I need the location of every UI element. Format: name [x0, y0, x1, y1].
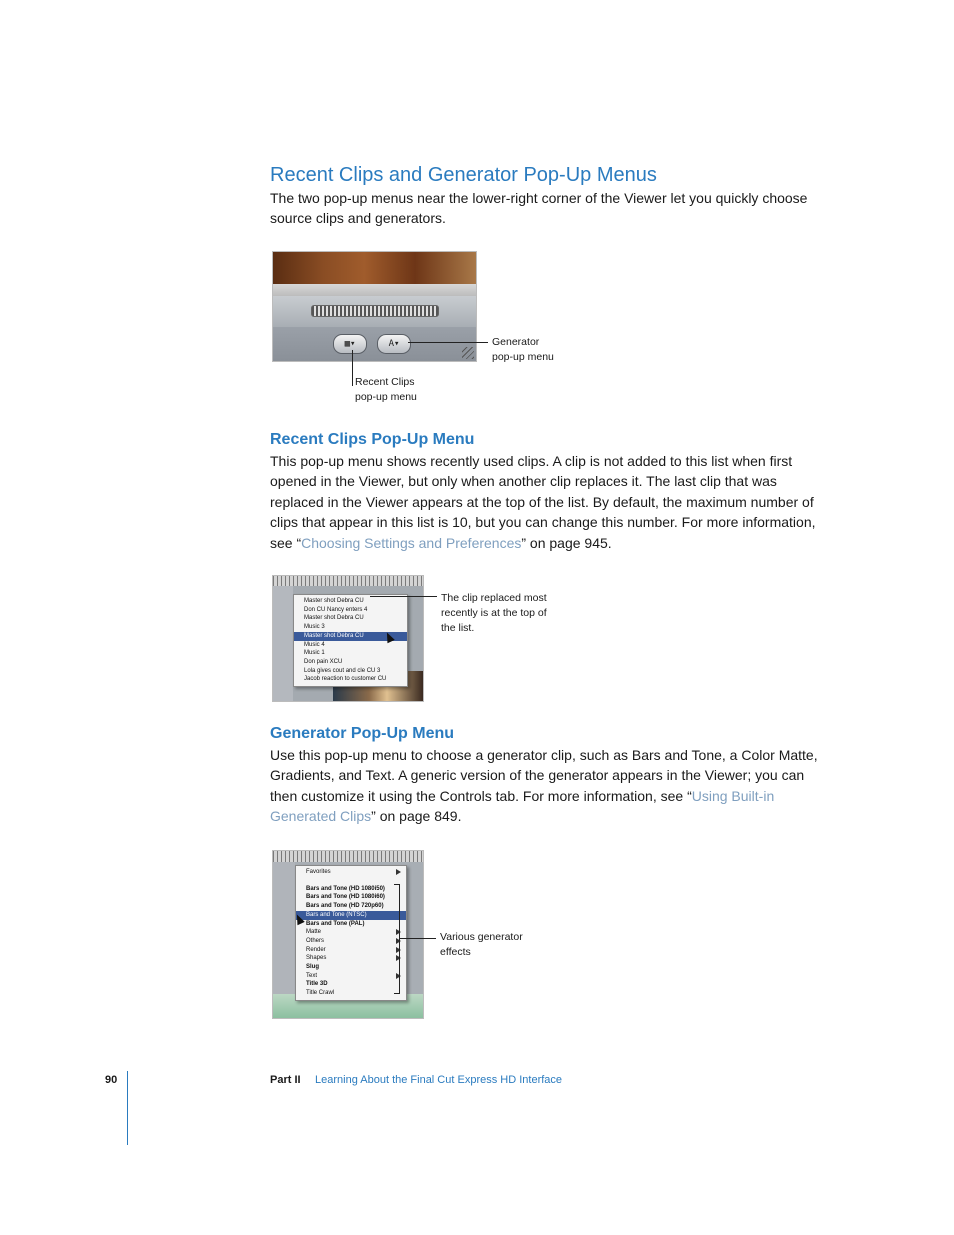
menu-item[interactable]: Bars and Tone (HD 1080i50)	[306, 885, 385, 892]
recent-clips-paragraph: This pop-up menu shows recently used clips. A clip is not added to this list when first opened in the Viewer, but only when another clip replaces it. The last clip that was replaced in the Viewer appears at the top of the list. By default, the maximum number of clips that appear in this list is 10, but you can change this number. For more information, see “Choosing Settings and Preferences” on page 945.	[270, 453, 816, 551]
footer-part-label: Part II	[270, 1074, 301, 1086]
menu-item-render[interactable]: Render	[296, 946, 406, 955]
page-number: 90	[105, 1074, 118, 1086]
footer-rule	[127, 1071, 128, 1145]
generator-menu-screenshot	[272, 850, 424, 1019]
menu-item-others[interactable]: Others	[296, 937, 406, 946]
callout-line-generator-effects	[399, 938, 436, 939]
menu-item[interactable]: Slug	[306, 964, 319, 971]
menu-item-favorites[interactable]: Favorites	[296, 868, 406, 877]
menu-item[interactable]: Master shot Debra CU	[304, 598, 364, 604]
viewer-screenshot	[272, 251, 477, 362]
link-built-in-generated-clips[interactable]: Using Built-in Generated Clips	[270, 787, 775, 825]
menu-item-text[interactable]: Text	[296, 972, 406, 981]
menu-item[interactable]: Music 3	[304, 624, 325, 631]
menu-item-matte[interactable]: Matte	[296, 928, 406, 937]
timeline-ruler	[273, 576, 423, 586]
callout-generator: Generator pop-up menu	[492, 336, 554, 363]
footer-part-title: Learning About the Final Cut Express HD Interface	[315, 1074, 563, 1086]
menu-item[interactable]: Don pain XCU	[304, 658, 343, 665]
menu-item[interactable]: Title Crawl	[306, 990, 335, 997]
recent-clips-popup-button[interactable]: ▦▾	[333, 334, 367, 354]
intro-paragraph: The two pop-up menus near the lower-right corner of the Viewer let you quickly choose source clips and generators.	[270, 190, 808, 227]
callout-line-recent	[352, 350, 353, 386]
callout-bracket-top	[394, 884, 400, 885]
recent-clips-menu-screenshot	[272, 575, 424, 702]
menu-item[interactable]: Lola gives cout and cle CU 3	[304, 667, 381, 674]
menu-item[interactable]: Don CU Nancy enters 4	[304, 606, 368, 613]
menu-item[interactable]: Jacob reaction to customer CU	[304, 676, 387, 683]
jog-control	[311, 305, 439, 317]
menu-item[interactable]: Music 1	[304, 650, 325, 657]
callout-bracket-bottom	[394, 993, 400, 994]
resize-grip-icon	[462, 347, 474, 359]
menu-item[interactable]: Bars and Tone (HD 720p60)	[306, 903, 384, 910]
menu-item-selected[interactable]: Master shot Debra CU	[294, 632, 407, 641]
callout-recent-clips: Recent Clips pop-up menu	[355, 376, 417, 403]
callout-line-recent-top	[370, 596, 437, 597]
submenu-arrow-icon	[396, 869, 401, 875]
menu-item-selected[interactable]: Bars and Tone (NTSC)	[296, 911, 406, 920]
generator-paragraph: Use this pop-up menu to choose a generator clip, such as Bars and Tone, a Color Matte, Gradients, and Text. A generic version of the generator appears in the Viewer; you can then customize it using the Controls tab. For more information, see “Using Built-in Generated Clips” on page 849.	[270, 747, 818, 825]
viewer-side-panel	[273, 586, 293, 701]
callout-recent-top: The clip replaced most recently is at the top of the list.	[441, 592, 547, 634]
callout-generator-effects: Various generator effects	[440, 931, 523, 958]
menu-item-shapes[interactable]: Shapes	[296, 954, 406, 963]
timeline-ruler	[273, 851, 423, 862]
viewer-transport-area	[273, 296, 476, 327]
generator-menu	[295, 865, 407, 1001]
link-choosing-settings[interactable]: Choosing Settings and Preferences	[301, 534, 522, 551]
callout-bracket	[399, 884, 400, 994]
recent-clips-heading: Recent Clips Pop-Up Menu	[270, 431, 475, 448]
menu-item[interactable]: Master shot Debra CU	[304, 615, 364, 622]
menu-item[interactable]: Music 4	[304, 641, 325, 648]
generator-popup-button[interactable]: A▾	[377, 334, 411, 354]
viewer-bottom-bar	[273, 327, 476, 361]
menu-item[interactable]: Title 3D	[306, 981, 328, 988]
callout-line-generator	[408, 342, 488, 343]
menu-item[interactable]: Bars and Tone (HD 1080i60)	[306, 894, 385, 901]
page-title: Recent Clips and Generator Pop-Up Menus	[270, 164, 657, 186]
menu-item[interactable]: Bars and Tone (PAL)	[306, 920, 365, 927]
viewer-video-frame	[273, 252, 476, 284]
generator-heading: Generator Pop-Up Menu	[270, 725, 455, 742]
viewer-scrubber-bar	[273, 284, 476, 296]
